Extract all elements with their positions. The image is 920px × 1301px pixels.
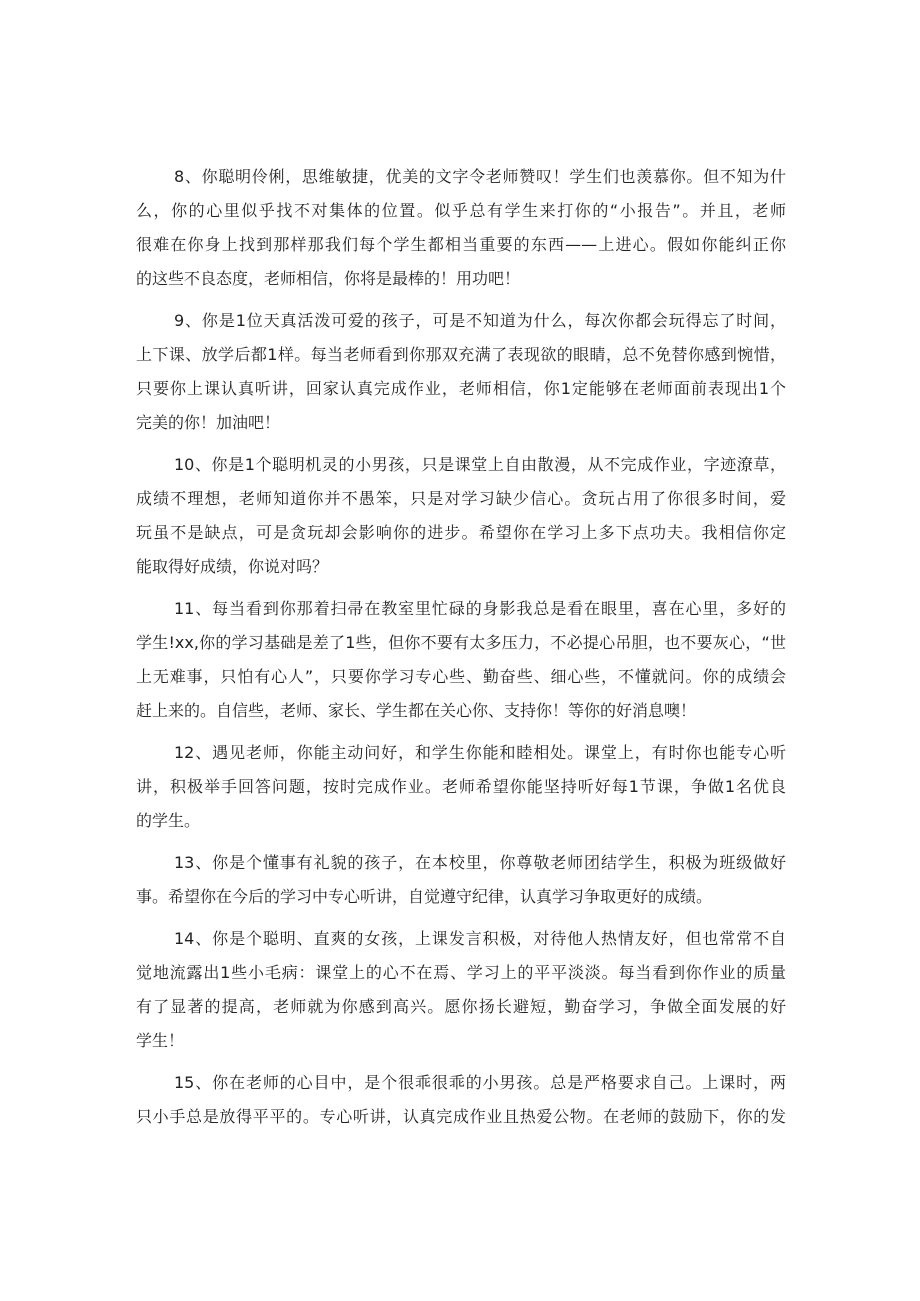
paragraph-14 <box>136 922 786 1058</box>
paragraph-line: 只小手总是放得平平的。专心听讲，认真完成作业且热爱公物。在老师的鼓励下，你的发 <box>136 1107 786 1126</box>
paragraph-line: 事。希望你在今后的学习中专心听讲，自觉遵守纪律，认真学习争取更好的成绩。 <box>136 887 713 906</box>
paragraph-13 <box>136 846 786 914</box>
paragraph-line: 只要你上课认真听讲，回家认真完成作业，老师相信，你1定能够在老师面前表现出1个 <box>136 379 786 398</box>
paragraph-line: 学生！ <box>136 1031 185 1050</box>
paragraph-line: 上下课、放学后都1样。每当老师看到你那双充满了表现欲的眼睛，总不免替你感到惋惜， <box>136 345 786 364</box>
paragraph-15 <box>136 1066 786 1134</box>
paragraph-8 <box>136 160 786 296</box>
paragraph-line: 12、遇见老师，你能主动问好，和学生你能和睦相处。课堂上，有时你也能专心听 <box>174 743 786 762</box>
paragraph-line: 上无难事，只怕有心人”，只要你学习专心些、勤奋些、细心些，不懂就问。你的成绩会 <box>136 667 786 686</box>
paragraph-12 <box>136 736 786 838</box>
paragraph-line: 8、你聪明伶俐，思维敏捷，优美的文字令老师赞叹！学生们也羡慕你。但不知为什 <box>174 167 786 186</box>
paragraph-line: 觉地流露出1些小毛病：课堂上的心不在焉、学习上的平平淡淡。每当看到你作业的质量 <box>136 963 786 982</box>
paragraph-line: 的学生。 <box>136 811 201 830</box>
paragraph-9 <box>136 304 786 440</box>
paragraph-line: 赶上来的。自信些，老师、家长、学生都在关心你、支持你！等你的好消息噢！ <box>136 701 697 720</box>
paragraph-line: 14、你是个聪明、直爽的女孩，上课发言积极，对待他人热情友好，但也常常不自 <box>174 929 786 948</box>
paragraph-line: 很难在你身上找到那样那我们每个学生都相当重要的东西——上进心。假如你能纠正你 <box>136 235 786 254</box>
paragraph-line: 10、你是1个聪明机灵的小男孩，只是课堂上自由散漫，从不完成作业，字迹潦草， <box>174 455 786 474</box>
paragraph-line: 15、你在老师的心目中，是个很乖很乖的小男孩。总是严格要求自己。上课时，两 <box>174 1073 786 1092</box>
paragraph-line: 成绩不理想，老师知道你并不愚笨，只是对学习缺少信心。贪玩占用了你很多时间，爱 <box>136 489 786 508</box>
paragraph-10 <box>136 448 786 584</box>
document-body <box>136 160 786 1142</box>
paragraph-line: 11、每当看到你那着扫帚在教室里忙碌的身影我总是看在眼里，喜在心里，多好的 <box>174 599 786 618</box>
paragraph-line: 9、你是1位天真活泼可爱的孩子，可是不知道为什么，每次你都会玩得忘了时间， <box>174 311 786 330</box>
paragraph-line: 的这些不良态度，老师相信，你将是最棒的！用功吧！ <box>136 269 521 288</box>
paragraph-line: 玩虽不是缺点，可是贪玩却会影响你的进步。希望你在学习上多下点功夫。我相信你定 <box>136 523 786 542</box>
paragraph-line: 13、你是个懂事有礼貌的孩子，在本校里，你尊敬老师团结学生，积极为班级做好 <box>174 853 786 872</box>
paragraph-line: 么，你的心里似乎找不对集体的位置。似乎总有学生来打你的“小报告”。并且，老师 <box>136 201 786 220</box>
paragraph-line: 学生!xx,你的学习基础是差了1些，但你不要有太多压力，不必提心吊胆，也不要灰心，“世 <box>136 633 786 652</box>
paragraph-line: 有了显著的提高，老师就为你感到高兴。愿你扬长避短，勤奋学习，争做全面发展的好 <box>136 997 786 1016</box>
paragraph-11 <box>136 592 786 728</box>
paragraph-line: 完美的你！加油吧！ <box>136 413 281 432</box>
paragraph-line: 讲，积极举手回答问题，按时完成作业。老师希望你能坚持听好每1节课，争做1名优良 <box>136 777 786 796</box>
paragraph-line: 能取得好成绩，你说对吗？ <box>136 557 329 576</box>
